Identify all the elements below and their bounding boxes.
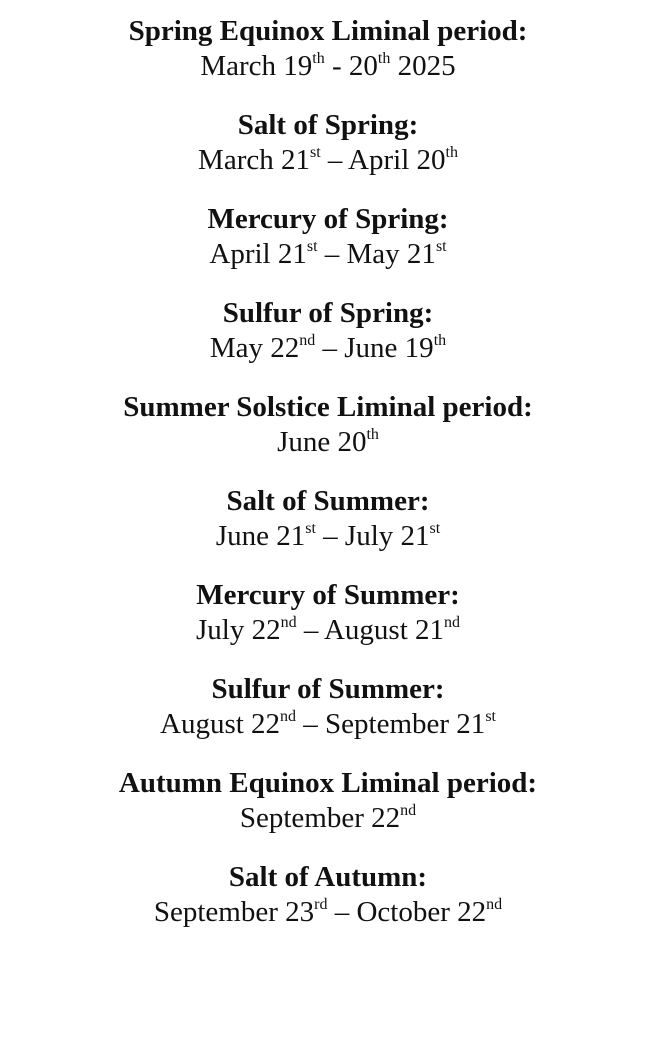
date-text: – July 21 bbox=[315, 520, 430, 552]
ordinal-suffix: nd bbox=[280, 708, 297, 725]
period-entry bbox=[0, 202, 656, 271]
date-text: – August 21 bbox=[296, 614, 445, 646]
date-text: June 21 bbox=[215, 520, 306, 552]
period-entry bbox=[0, 484, 656, 553]
period-dates bbox=[0, 895, 656, 929]
period-entry bbox=[0, 390, 656, 459]
ordinal-suffix: th bbox=[445, 144, 458, 161]
ordinal-suffix: nd bbox=[299, 332, 316, 349]
date-text: - 20 bbox=[324, 50, 378, 82]
ordinal-suffix: th bbox=[433, 332, 447, 349]
ordinal-suffix: rd bbox=[314, 896, 328, 913]
ordinal-suffix: nd bbox=[444, 614, 461, 631]
ordinal-suffix: st bbox=[485, 708, 496, 725]
date-text: September 22 bbox=[239, 802, 401, 834]
period-heading: Mercury of Summer: bbox=[196, 579, 460, 611]
ordinal-suffix: st bbox=[429, 520, 441, 537]
period-dates bbox=[0, 613, 656, 647]
ordinal-suffix: th bbox=[366, 426, 379, 443]
ordinal-suffix: st bbox=[309, 144, 321, 161]
date-text: – October 22 bbox=[327, 896, 487, 928]
date-text: – June 19 bbox=[315, 332, 434, 364]
period-entry bbox=[0, 108, 656, 177]
ordinal-suffix: th bbox=[312, 50, 325, 67]
period-heading: Salt of Summer: bbox=[226, 485, 430, 517]
ordinal-suffix: nd bbox=[486, 896, 503, 913]
date-text: April 21 bbox=[209, 238, 307, 270]
period-dates bbox=[0, 519, 656, 553]
period-entry bbox=[0, 296, 656, 365]
date-text: – May 21 bbox=[317, 238, 436, 270]
period-dates bbox=[0, 143, 656, 177]
date-text: 2025 bbox=[390, 50, 456, 82]
period-dates bbox=[0, 331, 656, 365]
date-text: July 22 bbox=[195, 614, 281, 646]
period-entry bbox=[0, 766, 656, 835]
ordinal-suffix: th bbox=[377, 50, 391, 67]
period-entry bbox=[0, 672, 656, 741]
date-text: September 23 bbox=[153, 896, 315, 928]
date-text: August 22 bbox=[160, 708, 281, 740]
period-heading: Spring Equinox Liminal period: bbox=[128, 15, 528, 47]
period-heading: Mercury of Spring: bbox=[207, 203, 449, 235]
ordinal-suffix: nd bbox=[280, 614, 297, 631]
period-entry bbox=[0, 578, 656, 647]
period-heading: Sulfur of Spring: bbox=[222, 297, 434, 329]
date-text: – April 20 bbox=[320, 144, 446, 176]
period-dates bbox=[0, 49, 656, 83]
period-heading: Salt of Autumn: bbox=[228, 861, 428, 893]
period-entry bbox=[0, 14, 656, 83]
period-dates bbox=[0, 237, 656, 271]
date-text: March 21 bbox=[198, 144, 310, 176]
date-text: May 22 bbox=[209, 332, 300, 364]
period-dates bbox=[0, 801, 656, 835]
ordinal-suffix: st bbox=[306, 238, 318, 255]
date-text: June 20 bbox=[277, 426, 367, 458]
ordinal-suffix: nd bbox=[400, 802, 417, 819]
period-entry bbox=[0, 860, 656, 929]
period-heading: Autumn Equinox Liminal period: bbox=[118, 767, 538, 799]
date-text: – September 21 bbox=[296, 708, 486, 740]
date-text: March 19 bbox=[200, 50, 313, 82]
ordinal-suffix: st bbox=[435, 238, 447, 255]
period-heading: Summer Solstice Liminal period: bbox=[123, 391, 533, 423]
period-heading: Salt of Spring: bbox=[237, 109, 419, 141]
period-dates bbox=[0, 707, 656, 741]
period-dates bbox=[0, 425, 656, 459]
period-heading: Sulfur of Summer: bbox=[211, 673, 445, 705]
ordinal-suffix: st bbox=[305, 520, 316, 537]
